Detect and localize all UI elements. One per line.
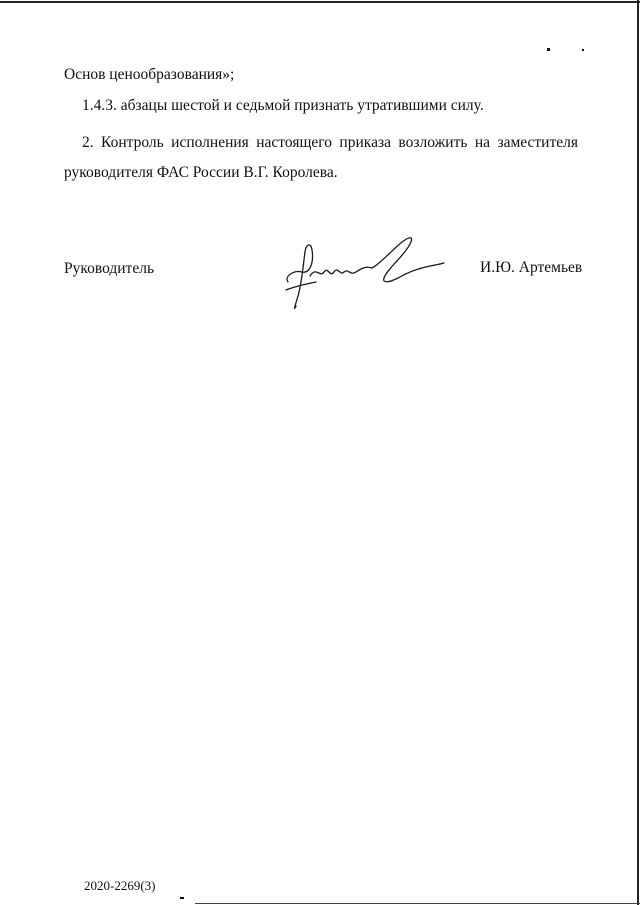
scan-speck (547, 48, 550, 51)
item-2-paragraph (64, 128, 578, 188)
item-2-line-2: руководителя ФАС России В.Г. Королева. (64, 164, 338, 181)
signatory-role: Руководитель (64, 260, 155, 277)
signatory-name: И.Ю. Артемьев (480, 259, 583, 276)
scan-speck (180, 897, 184, 899)
scan-speck (582, 49, 584, 51)
scan-edge-bottom (195, 903, 640, 904)
scan-edge-right (637, 0, 639, 905)
document-number: 2020-2269(3) (84, 878, 156, 893)
item-2-line-1: 2. Контроль исполнения настоящего приказа возложить на заместителя (82, 134, 578, 151)
handwritten-signature (280, 232, 450, 314)
item-1-4-3: 1.4.3. абзацы шестой и седьмой признать утратившими силу. (82, 97, 484, 114)
scan-edge-top (0, 1, 640, 3)
text-line-continuation: Основ ценообразования»; (64, 66, 235, 83)
